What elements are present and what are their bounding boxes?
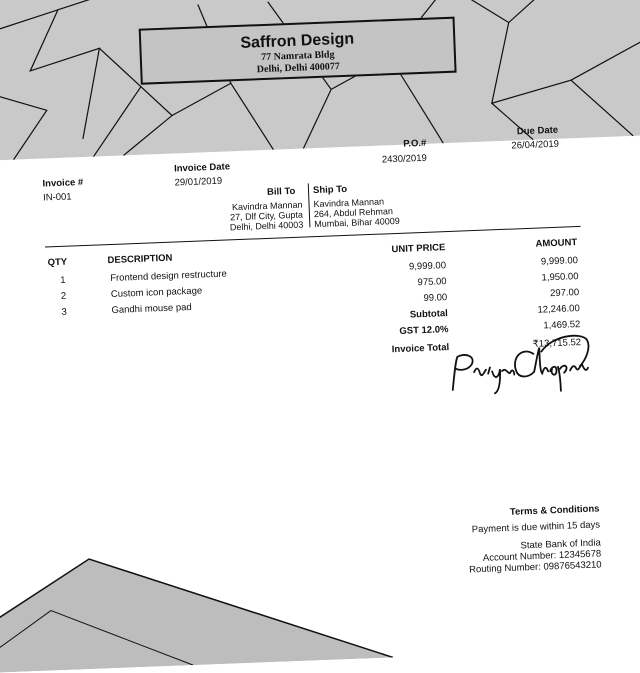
bill-to-line: Delhi, Delhi 40003 bbox=[229, 219, 304, 233]
ship-to-address bbox=[313, 196, 400, 229]
row-qty: 3 bbox=[61, 306, 68, 318]
ship-to-line: Mumbai, Bihar 40009 bbox=[314, 215, 401, 230]
total-label: Invoice Total bbox=[391, 342, 450, 356]
ship-to-label: Ship To bbox=[312, 183, 348, 197]
gst-value: 1,469.52 bbox=[543, 319, 581, 332]
ship-to-line: Kavindra Mannan bbox=[313, 196, 385, 210]
subtotal-label: Subtotal bbox=[409, 308, 449, 321]
ship-to-line: 264, Abdul Rehman bbox=[313, 206, 394, 220]
row-description: Frontend design restructure bbox=[110, 268, 228, 285]
account-number: Account Number: 12345678 bbox=[482, 548, 602, 564]
description-header: DESCRIPTION bbox=[107, 252, 173, 267]
row-qty: 2 bbox=[60, 290, 67, 302]
row-description: Custom icon package bbox=[110, 285, 203, 301]
footer-pattern bbox=[0, 524, 493, 673]
row-unit-price: 9,999.00 bbox=[408, 260, 447, 273]
bill-to-line: 27, Dlf City, Gupta bbox=[229, 209, 304, 223]
invoice-date: 29/01/2019 bbox=[174, 175, 223, 189]
gst-label: GST 12.0% bbox=[399, 324, 449, 337]
due-date-label: Due Date bbox=[516, 124, 559, 138]
amount-header: AMOUNT bbox=[535, 237, 578, 250]
subtotal-value: 12,246.00 bbox=[537, 303, 580, 316]
company-address-line1: 77 Namrata Bldg bbox=[260, 49, 335, 64]
po-label: P.O.# bbox=[403, 137, 427, 150]
row-qty: 1 bbox=[60, 274, 66, 286]
row-description: Gandhi mouse pad bbox=[111, 301, 192, 316]
row-amount: 9,999.00 bbox=[540, 255, 579, 268]
terms-line: Payment is due within 15 days bbox=[471, 519, 601, 536]
total-value: ₹13,715.52 bbox=[532, 336, 582, 350]
bank-name: State Bank of India bbox=[520, 537, 601, 552]
routing-number: Routing Number: 09876543210 bbox=[468, 559, 602, 576]
qty-header: QTY bbox=[47, 256, 68, 269]
invoice-number-label: Invoice # bbox=[42, 176, 84, 190]
row-amount: 297.00 bbox=[549, 287, 580, 300]
bill-to-label: Bill To bbox=[266, 185, 296, 198]
row-unit-price: 99.00 bbox=[423, 292, 448, 305]
terms-title: Terms & Conditions bbox=[509, 503, 600, 518]
company-name: Saffron Design bbox=[240, 30, 355, 52]
po-number: 2430/2019 bbox=[381, 152, 428, 166]
due-date: 26/04/2019 bbox=[511, 138, 560, 152]
row-amount: 1,950.00 bbox=[541, 271, 579, 284]
row-unit-price: 975.00 bbox=[417, 276, 447, 289]
address-divider bbox=[308, 183, 311, 227]
bill-to-line: Kavindra Mannan bbox=[231, 199, 303, 213]
unit-price-header: UNIT PRICE bbox=[391, 242, 446, 256]
invoice-number: IN-001 bbox=[42, 191, 72, 204]
company-address-line2: Delhi, Delhi 400077 bbox=[256, 61, 341, 76]
bill-to-address bbox=[229, 200, 304, 233]
invoice-date-label: Invoice Date bbox=[173, 161, 231, 175]
signature-image bbox=[441, 330, 594, 406]
